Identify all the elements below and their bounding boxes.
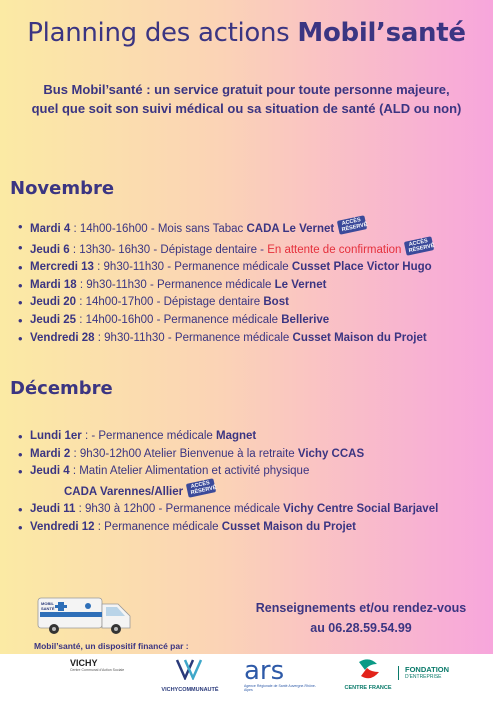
- schedule-day: Jeudi 6: [30, 243, 70, 256]
- contact-block: [230, 598, 492, 638]
- restricted-access-badge: ACCÈS RÉSERVÉ: [337, 215, 367, 235]
- schedule-item: [14, 519, 484, 537]
- schedule-item: [14, 277, 484, 295]
- contact-line-1: Renseignements et/ou rendez-vous: [255, 601, 467, 615]
- logo-vichy-ccas: VICHY Centre Communal d'Action Sociale: [70, 658, 125, 672]
- schedule-location: Le Vernet: [274, 278, 327, 291]
- schedule-list-decembre: [14, 428, 484, 537]
- schedule-item: [14, 218, 484, 239]
- logo-vichy-communaute: VICHYCOMMUNAUTÉ: [150, 658, 230, 693]
- schedule-day: Mercredi 13: [30, 261, 94, 274]
- schedule-location: Bost: [263, 296, 289, 309]
- schedule-location: CADA Le Vernet: [246, 223, 335, 235]
- schedule-detail: : 14h00-16h00 - Mois sans Tabac: [70, 223, 247, 235]
- schedule-day: Jeudi 4: [30, 465, 70, 478]
- vichy-communaute-mark-icon: [175, 658, 205, 680]
- schedule-location: Bellerive: [281, 313, 330, 326]
- schedule-detail: : Permanence médicale: [94, 520, 222, 533]
- contact-phone: au 06.28.59.54.99: [310, 621, 412, 635]
- credit-agricole-mark-icon: [355, 658, 381, 680]
- title-prefix: Planning des actions: [27, 18, 298, 48]
- schedule-item: [14, 330, 484, 348]
- schedule-day: Mardi 18: [30, 278, 77, 291]
- subtitle: [10, 80, 483, 118]
- schedule-day: Mardi 2: [30, 447, 71, 460]
- schedule-day: Lundi 1er: [30, 430, 82, 442]
- schedule-day: Jeudi 11: [30, 503, 76, 516]
- month-heading-novembre: Novembre: [10, 178, 115, 199]
- schedule-location: Cusset Place Victor Hugo: [291, 261, 432, 274]
- schedule-day: Vendredi 12: [30, 520, 95, 533]
- schedule-day: Jeudi 20: [30, 296, 77, 309]
- schedule-location: Cusset Maison du Projet: [221, 520, 356, 533]
- schedule-detail: : 9h30-11h30 - Permanence médicale: [76, 278, 275, 291]
- schedule-detail: : 13h30- 16h30 - Dépistage dentaire -: [69, 243, 268, 256]
- sponsor-logos: [0, 654, 493, 701]
- schedule-item: [14, 481, 484, 502]
- schedule-location: Cusset Maison du Projet: [292, 331, 427, 344]
- schedule-location: Vichy Centre Social Barjavel: [283, 503, 439, 516]
- schedule-item: [14, 294, 484, 312]
- schedule-detail: : 9h30-11h30 - Permanence médicale: [94, 331, 293, 344]
- schedule-item: [14, 463, 484, 481]
- schedule-detail: : 9h30 à 12h00 - Permanence médicale: [75, 503, 284, 516]
- schedule-day: Mardi 4: [30, 223, 71, 235]
- pending-status: En attente de confirmation: [267, 243, 402, 256]
- bus-logo-text: MOBIL: [41, 601, 54, 606]
- bus-illustration: [36, 590, 136, 636]
- schedule-location: CADA Varennes/Allier: [64, 485, 184, 498]
- schedule-detail: : - Permanence médicale: [81, 430, 216, 442]
- subtitle-line-2: quel que soit son suivi médical ou sa situation de santé (ALD ou non): [31, 101, 462, 116]
- schedule-detail: : 14h00-16h00 - Permanence médicale: [76, 313, 282, 326]
- schedule-item: [14, 239, 484, 260]
- schedule-item: [14, 501, 484, 519]
- funding-caption: Mobil’santé, un dispositif financé par :: [34, 641, 189, 651]
- logo-credit-agricole: CENTRE FRANCE: [338, 658, 398, 691]
- schedule-item: [14, 259, 484, 277]
- logo-fondation: FONDATION D'ENTREPRISE: [398, 666, 458, 680]
- schedule-day: Jeudi 25: [30, 313, 77, 326]
- schedule-detail: : 9h30-11h30 - Permanence médicale: [93, 261, 292, 274]
- title-brand: Mobil’santé: [297, 18, 466, 48]
- month-heading-decembre: Décembre: [10, 378, 113, 399]
- page-title: [0, 18, 493, 48]
- schedule-item: [14, 428, 484, 446]
- restricted-access-badge: ACCÈS RÉSERVÉ: [404, 236, 434, 256]
- svg-text:SANTÉ: SANTÉ: [41, 606, 55, 611]
- schedule-list-novembre: [14, 218, 484, 347]
- schedule-location: Vichy CCAS: [297, 447, 365, 460]
- subtitle-line-1: Bus Mobil’santé : un service gratuit pour toute personne majeure,: [43, 82, 450, 97]
- schedule-location: Magnet: [216, 430, 257, 442]
- schedule-detail: : 9h30-12h00 Atelier Bienvenue à la retraite: [70, 447, 298, 460]
- schedule-detail: : 14h00-17h00 - Dépistage dentaire: [76, 296, 264, 309]
- schedule-item: [14, 446, 484, 464]
- restricted-access-badge: ACCÈS RÉSERVÉ: [186, 478, 216, 498]
- schedule-day: Vendredi 28: [30, 331, 95, 344]
- schedule-detail: : Matin Atelier Alimentation et activité physique: [69, 465, 310, 478]
- logo-ars: ars Agence Régionale de Santé Auvergne-Rhône-Alpes: [244, 656, 316, 692]
- schedule-item: [14, 312, 484, 330]
